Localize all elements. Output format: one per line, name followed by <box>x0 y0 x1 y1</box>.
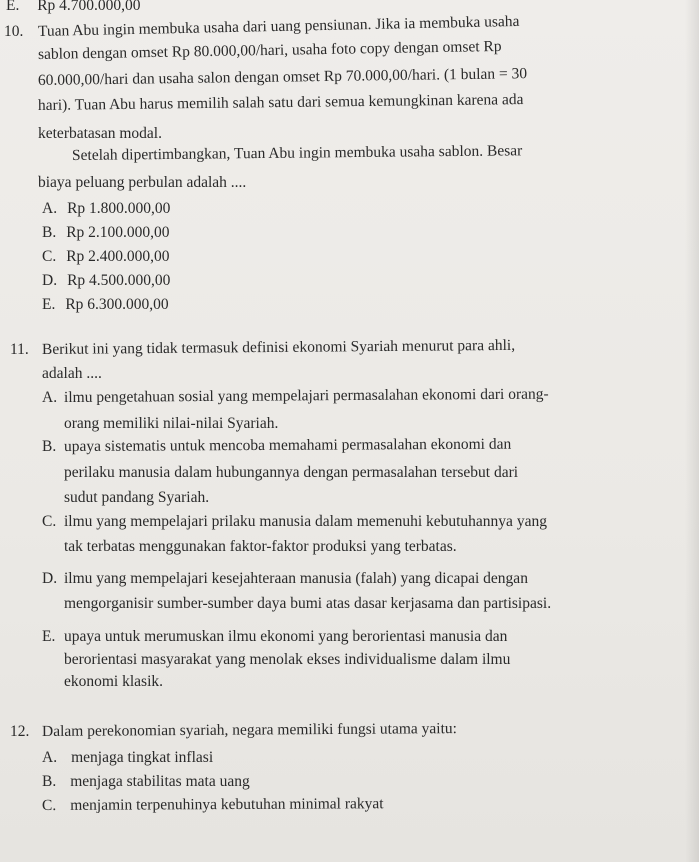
option-line: ilmu yang mempelajari prilaku manusia dalam memenuhi kebutuhannya yang <box>64 513 547 530</box>
option-letter: B. <box>42 224 57 241</box>
option-text: Rp 4.500.000,00 <box>67 272 171 289</box>
option-letter: D. <box>42 272 58 289</box>
page-edge-shadow <box>685 0 699 862</box>
option-b[interactable] <box>42 772 250 792</box>
option-line: upaya untuk merumuskan ilmu ekonomi yang berorientasi manusia dan <box>64 628 508 645</box>
option-line: perilaku manusia dalam hubungannya dengan permasalahan tersebut dari <box>64 464 519 481</box>
question-number: 11. <box>10 341 29 358</box>
question-number: 12. <box>10 723 30 740</box>
option-line: ilmu pengetahuan sosial yang mempelajari permasalahan ekonomi dari orang- <box>63 385 549 406</box>
option-line: berorientasi masyarakat yang menolak ekses individualisme dalam ilmu <box>64 651 511 668</box>
prev-option-e <box>6 0 141 16</box>
option-line: ekonomi klasik. <box>64 673 164 690</box>
option-text: Rp 1.800.000,00 <box>67 200 171 217</box>
option-d[interactable] <box>42 271 170 291</box>
option-line: ilmu yang mempelajari kesejahteraan manusia (falah) yang dicapai dengan <box>64 570 528 587</box>
option-letter: A. <box>42 389 58 406</box>
option-text: Rp 2.400.000,00 <box>66 248 170 265</box>
option-line: orang memiliki nilai-nilai Syariah. <box>64 415 279 432</box>
option-e[interactable] <box>42 295 169 315</box>
option-line: upaya sistematis untuk mencoba memahami permasalahan ekonomi dan <box>63 435 512 455</box>
option-text: menjamin terpenuhinya kebutuhan minimal rakyat <box>70 795 384 814</box>
question-line: sablon dengan omset Rp 80.000,00/hari, usaha foto copy dengan omset Rp <box>37 37 502 63</box>
option-letter: A. <box>42 749 58 766</box>
option-letter: E. <box>6 0 20 14</box>
question-text: Dalam perekonomian syariah, negara memiliki fungsi utama yaitu: <box>41 720 457 740</box>
option-letter: B. <box>42 773 57 790</box>
question-line: keterbatasan modal. <box>38 125 162 142</box>
question-number: 10. <box>4 23 24 40</box>
option-letter: C. <box>42 248 57 265</box>
option-text: menjaga tingkat inflasi <box>71 749 214 766</box>
option-text: Rp 6.300.000,00 <box>65 296 169 313</box>
option-line: sudut pandang Syariah. <box>64 489 210 506</box>
option-letter: B. <box>42 438 57 455</box>
option-letter: A. <box>42 200 58 217</box>
option-a[interactable] <box>42 748 213 768</box>
option-line: tak terbatas menggunakan faktor-faktor produksi yang terbatas. <box>64 538 457 555</box>
option-text: Rp 4.700.000,00 <box>37 0 141 14</box>
option-letter: E. <box>42 628 56 645</box>
question-line: adalah .... <box>42 365 102 382</box>
option-text: Rp 2.100.000,00 <box>66 224 170 241</box>
option-line: mengorganisir sumber-sumber daya bumi atas dasar kerjasama dan partisipasi. <box>64 595 552 612</box>
question-line: Setelah dipertimbangkan, Tuan Abu ingin membuka usaha sablon. Besar <box>71 142 523 164</box>
option-a[interactable] <box>42 199 170 219</box>
option-letter: E. <box>42 296 56 313</box>
question-line: hari). Tuan Abu harus memilih salah satu dari semua kemungkinan karena ada <box>37 91 524 114</box>
question-line: biaya peluang perbulan adalah .... <box>38 174 247 191</box>
option-letter: C. <box>41 796 57 814</box>
option-c[interactable] <box>42 794 384 816</box>
option-b[interactable] <box>42 223 170 243</box>
question-line: Tuan Abu ingin membuka usaha dari uang pensiunan. Jika ia membuka usaha <box>37 12 520 40</box>
option-c[interactable] <box>42 247 170 267</box>
option-letter: C. <box>42 513 57 530</box>
question-line: Berikut ini yang tidak termasuk definisi ekonomi Syariah menurut para ahli, <box>41 336 516 358</box>
question-line: 60.000,00/hari dan usaha salon dengan omset Rp 70.000,00/hari. (1 bulan = 30 <box>37 65 528 89</box>
option-letter: D. <box>42 570 58 587</box>
option-text: menjaga stabilitas mata uang <box>70 773 250 790</box>
